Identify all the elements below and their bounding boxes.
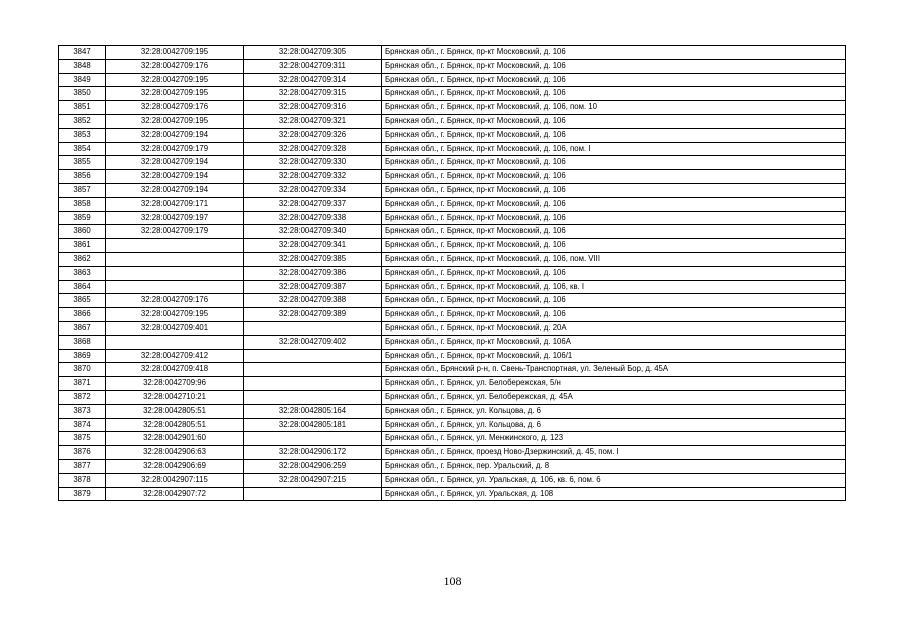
row-number-cell: 3867 — [59, 321, 106, 335]
address-cell: Брянская обл., г. Брянск, ул. Кольцова, д. 6 — [382, 418, 846, 432]
address-cell: Брянская обл., г. Брянск, пр-кт Московский, д. 106 — [382, 46, 846, 60]
table-row — [59, 46, 846, 60]
object-cadastral-number-cell — [244, 363, 382, 377]
address-cell: Брянская обл., г. Брянск, пр-кт Московский, д. 106 — [382, 87, 846, 101]
row-number-cell: 3872 — [59, 390, 106, 404]
address-cell: Брянская обл., г. Брянск, пр-кт Московский, д. 106 — [382, 114, 846, 128]
address-cell: Брянская обл., г. Брянск, пр-кт Московский, д. 106 — [382, 197, 846, 211]
registry-table-body — [59, 46, 846, 501]
address-cell: Брянская обл., г. Брянск, пр-кт Московский, д. 106, пом. 10 — [382, 101, 846, 115]
object-cadastral-number-cell: 32:28:0042906:259 — [244, 459, 382, 473]
object-cadastral-number-cell — [244, 377, 382, 391]
object-cadastral-number-cell: 32:28:0042907:215 — [244, 473, 382, 487]
row-number-cell: 3863 — [59, 266, 106, 280]
object-cadastral-number-cell: 32:28:0042709:386 — [244, 266, 382, 280]
row-number-cell: 3870 — [59, 363, 106, 377]
address-cell: Брянская обл., Брянский р-н, п. Свень-Транспортная, ул. Зеленый Бор, д. 45А — [382, 363, 846, 377]
parcel-cadastral-number-cell: 32:28:0042710:21 — [106, 390, 244, 404]
parcel-cadastral-number-cell: 32:28:0042709:194 — [106, 156, 244, 170]
row-number-cell: 3865 — [59, 294, 106, 308]
table-row — [59, 377, 846, 391]
address-cell: Брянская обл., г. Брянск, пр-кт Московский, д. 106 — [382, 211, 846, 225]
parcel-cadastral-number-cell: 32:28:0042907:72 — [106, 487, 244, 501]
object-cadastral-number-cell: 32:28:0042709:305 — [244, 46, 382, 60]
row-number-cell: 3869 — [59, 349, 106, 363]
table-row — [59, 170, 846, 184]
address-cell: Брянская обл., г. Брянск, ул. Уральская, д. 108 — [382, 487, 846, 501]
parcel-cadastral-number-cell: 32:28:0042709:401 — [106, 321, 244, 335]
address-cell: Брянская обл., г. Брянск, пр-кт Московский, д. 106 — [382, 308, 846, 322]
parcel-cadastral-number-cell: 32:28:0042709:194 — [106, 183, 244, 197]
address-cell: Брянская обл., г. Брянск, пр-кт Московский, д. 106 — [382, 294, 846, 308]
address-cell: Брянская обл., г. Брянск, пр-кт Московский, д. 106 — [382, 170, 846, 184]
table-row — [59, 252, 846, 266]
row-number-cell: 3857 — [59, 183, 106, 197]
row-number-cell: 3859 — [59, 211, 106, 225]
object-cadastral-number-cell: 32:28:0042805:181 — [244, 418, 382, 432]
registry-table — [58, 45, 846, 501]
object-cadastral-number-cell: 32:28:0042709:311 — [244, 59, 382, 73]
parcel-cadastral-number-cell: 32:28:0042709:179 — [106, 225, 244, 239]
address-cell: Брянская обл., г. Брянск, пр-кт Московский, д. 106, пом. I — [382, 142, 846, 156]
table-row — [59, 266, 846, 280]
table-row — [59, 390, 846, 404]
object-cadastral-number-cell: 32:28:0042709:388 — [244, 294, 382, 308]
parcel-cadastral-number-cell — [106, 252, 244, 266]
table-row — [59, 280, 846, 294]
table-row — [59, 432, 846, 446]
address-cell: Брянская обл., г. Брянск, пр-кт Московский, д. 20А — [382, 321, 846, 335]
object-cadastral-number-cell: 32:28:0042709:315 — [244, 87, 382, 101]
table-row — [59, 321, 846, 335]
object-cadastral-number-cell — [244, 432, 382, 446]
table-row — [59, 156, 846, 170]
row-number-cell: 3877 — [59, 459, 106, 473]
address-cell: Брянская обл., г. Брянск, пр-кт Московский, д. 106 — [382, 183, 846, 197]
address-cell: Брянская обл., г. Брянск, ул. Белобережская, д. 45А — [382, 390, 846, 404]
parcel-cadastral-number-cell: 32:28:0042805:51 — [106, 418, 244, 432]
object-cadastral-number-cell: 32:28:0042709:389 — [244, 308, 382, 322]
row-number-cell: 3858 — [59, 197, 106, 211]
address-cell: Брянская обл., г. Брянск, ул. Кольцова, д. 6 — [382, 404, 846, 418]
parcel-cadastral-number-cell: 32:28:0042709:412 — [106, 349, 244, 363]
address-cell: Брянская обл., г. Брянск, пер. Уральский, д. 8 — [382, 459, 846, 473]
address-cell: Брянская обл., г. Брянск, ул. Белобережская, 5/н — [382, 377, 846, 391]
table-row — [59, 239, 846, 253]
parcel-cadastral-number-cell: 32:28:0042709:96 — [106, 377, 244, 391]
object-cadastral-number-cell: 32:28:0042906:172 — [244, 446, 382, 460]
parcel-cadastral-number-cell: 32:28:0042709:197 — [106, 211, 244, 225]
parcel-cadastral-number-cell: 32:28:0042709:195 — [106, 308, 244, 322]
row-number-cell: 3875 — [59, 432, 106, 446]
object-cadastral-number-cell: 32:28:0042709:328 — [244, 142, 382, 156]
parcel-cadastral-number-cell: 32:28:0042709:195 — [106, 114, 244, 128]
table-row — [59, 211, 846, 225]
table-row — [59, 459, 846, 473]
row-number-cell: 3871 — [59, 377, 106, 391]
table-row — [59, 473, 846, 487]
table-row — [59, 197, 846, 211]
parcel-cadastral-number-cell: 32:28:0042709:179 — [106, 142, 244, 156]
table-row — [59, 363, 846, 377]
row-number-cell: 3879 — [59, 487, 106, 501]
parcel-cadastral-number-cell: 32:28:0042906:69 — [106, 459, 244, 473]
object-cadastral-number-cell: 32:28:0042709:402 — [244, 335, 382, 349]
table-row — [59, 308, 846, 322]
parcel-cadastral-number-cell: 32:28:0042709:194 — [106, 170, 244, 184]
parcel-cadastral-number-cell: 32:28:0042907:115 — [106, 473, 244, 487]
parcel-cadastral-number-cell: 32:28:0042709:176 — [106, 101, 244, 115]
object-cadastral-number-cell: 32:28:0042709:316 — [244, 101, 382, 115]
object-cadastral-number-cell: 32:28:0042709:387 — [244, 280, 382, 294]
parcel-cadastral-number-cell: 32:28:0042709:195 — [106, 73, 244, 87]
address-cell: Брянская обл., г. Брянск, пр-кт Московский, д. 106, пом. VIII — [382, 252, 846, 266]
table-row — [59, 349, 846, 363]
object-cadastral-number-cell: 32:28:0042709:337 — [244, 197, 382, 211]
row-number-cell: 3849 — [59, 73, 106, 87]
parcel-cadastral-number-cell — [106, 239, 244, 253]
row-number-cell: 3878 — [59, 473, 106, 487]
table-row — [59, 114, 846, 128]
table-row — [59, 294, 846, 308]
table-row — [59, 225, 846, 239]
table-row — [59, 404, 846, 418]
address-cell: Брянская обл., г. Брянск, пр-кт Московский, д. 106 — [382, 156, 846, 170]
address-cell: Брянская обл., г. Брянск, пр-кт Московский, д. 106 — [382, 266, 846, 280]
table-row — [59, 446, 846, 460]
parcel-cadastral-number-cell: 32:28:0042901:60 — [106, 432, 244, 446]
object-cadastral-number-cell: 32:28:0042709:332 — [244, 170, 382, 184]
address-cell: Брянская обл., г. Брянск, пр-кт Московский, д. 106 — [382, 225, 846, 239]
address-cell: Брянская обл., г. Брянск, пр-кт Московский, д. 106 — [382, 128, 846, 142]
parcel-cadastral-number-cell: 32:28:0042709:171 — [106, 197, 244, 211]
row-number-cell: 3853 — [59, 128, 106, 142]
table-row — [59, 87, 846, 101]
object-cadastral-number-cell: 32:28:0042709:341 — [244, 239, 382, 253]
table-row — [59, 487, 846, 501]
object-cadastral-number-cell: 32:28:0042709:330 — [244, 156, 382, 170]
parcel-cadastral-number-cell: 32:28:0042805:51 — [106, 404, 244, 418]
object-cadastral-number-cell: 32:28:0042709:385 — [244, 252, 382, 266]
row-number-cell: 3847 — [59, 46, 106, 60]
parcel-cadastral-number-cell: 32:28:0042906:63 — [106, 446, 244, 460]
address-cell: Брянская обл., г. Брянск, пр-кт Московский, д. 106 — [382, 73, 846, 87]
parcel-cadastral-number-cell: 32:28:0042709:176 — [106, 294, 244, 308]
row-number-cell: 3862 — [59, 252, 106, 266]
parcel-cadastral-number-cell: 32:28:0042709:195 — [106, 46, 244, 60]
row-number-cell: 3850 — [59, 87, 106, 101]
object-cadastral-number-cell: 32:28:0042709:340 — [244, 225, 382, 239]
table-row — [59, 128, 846, 142]
table-row — [59, 142, 846, 156]
object-cadastral-number-cell — [244, 321, 382, 335]
address-cell: Брянская обл., г. Брянск, ул. Уральская, д. 106, кв. 6, пом. 6 — [382, 473, 846, 487]
table-row — [59, 59, 846, 73]
address-cell: Брянская обл., г. Брянск, проезд Ново-Дзержинский, д. 45, пом. I — [382, 446, 846, 460]
row-number-cell: 3856 — [59, 170, 106, 184]
address-cell: Брянская обл., г. Брянск, ул. Менжинского, д. 123 — [382, 432, 846, 446]
row-number-cell: 3848 — [59, 59, 106, 73]
object-cadastral-number-cell: 32:28:0042709:338 — [244, 211, 382, 225]
row-number-cell: 3874 — [59, 418, 106, 432]
object-cadastral-number-cell — [244, 349, 382, 363]
parcel-cadastral-number-cell: 32:28:0042709:418 — [106, 363, 244, 377]
object-cadastral-number-cell — [244, 487, 382, 501]
row-number-cell: 3861 — [59, 239, 106, 253]
table-row — [59, 73, 846, 87]
object-cadastral-number-cell — [244, 390, 382, 404]
row-number-cell: 3852 — [59, 114, 106, 128]
parcel-cadastral-number-cell: 32:28:0042709:195 — [106, 87, 244, 101]
row-number-cell: 3876 — [59, 446, 106, 460]
parcel-cadastral-number-cell: 32:28:0042709:194 — [106, 128, 244, 142]
page-number: 108 — [443, 574, 462, 588]
row-number-cell: 3866 — [59, 308, 106, 322]
row-number-cell: 3864 — [59, 280, 106, 294]
object-cadastral-number-cell: 32:28:0042709:326 — [244, 128, 382, 142]
table-row — [59, 418, 846, 432]
table-row — [59, 101, 846, 115]
row-number-cell: 3860 — [59, 225, 106, 239]
row-number-cell: 3855 — [59, 156, 106, 170]
row-number-cell: 3868 — [59, 335, 106, 349]
object-cadastral-number-cell: 32:28:0042709:314 — [244, 73, 382, 87]
parcel-cadastral-number-cell — [106, 280, 244, 294]
object-cadastral-number-cell: 32:28:0042805:164 — [244, 404, 382, 418]
address-cell: Брянская обл., г. Брянск, пр-кт Московский, д. 106, кв. I — [382, 280, 846, 294]
address-cell: Брянская обл., г. Брянск, пр-кт Московский, д. 106/1 — [382, 349, 846, 363]
address-cell: Брянская обл., г. Брянск, пр-кт Московский, д. 106 — [382, 59, 846, 73]
address-cell: Брянская обл., г. Брянск, пр-кт Московский, д. 106 — [382, 239, 846, 253]
row-number-cell: 3873 — [59, 404, 106, 418]
row-number-cell: 3851 — [59, 101, 106, 115]
object-cadastral-number-cell: 32:28:0042709:321 — [244, 114, 382, 128]
parcel-cadastral-number-cell — [106, 335, 244, 349]
address-cell: Брянская обл., г. Брянск, пр-кт Московский, д. 106А — [382, 335, 846, 349]
parcel-cadastral-number-cell: 32:28:0042709:176 — [106, 59, 244, 73]
table-row — [59, 335, 846, 349]
object-cadastral-number-cell: 32:28:0042709:334 — [244, 183, 382, 197]
parcel-cadastral-number-cell — [106, 266, 244, 280]
row-number-cell: 3854 — [59, 142, 106, 156]
table-row — [59, 183, 846, 197]
